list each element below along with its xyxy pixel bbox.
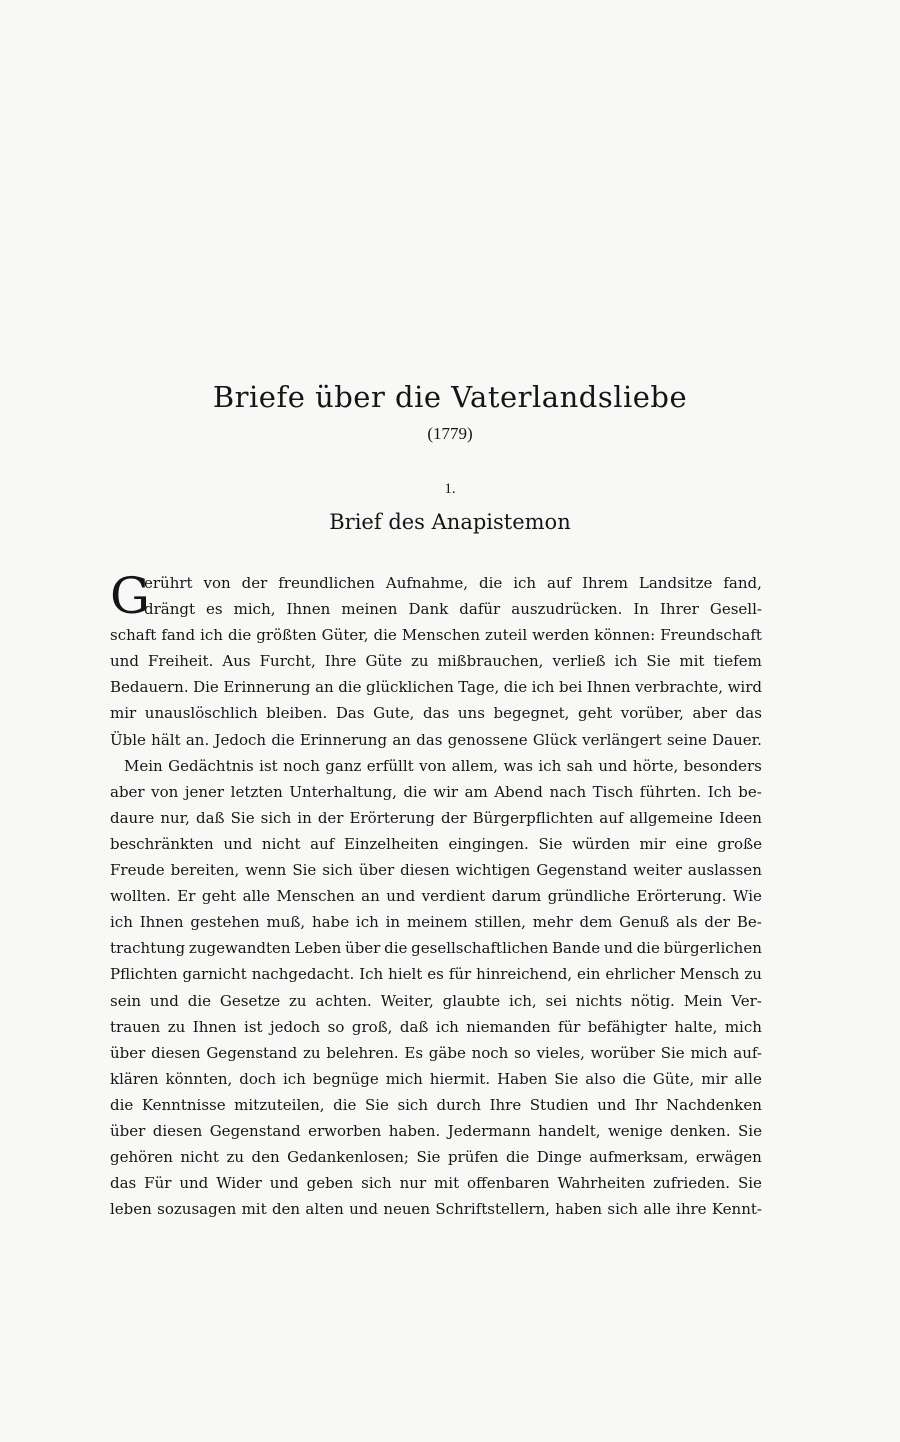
text-line: aber von jener letzten Unterhaltung, die wir am Abend nach Tisch führten. Ich be- — [110, 782, 762, 801]
text-line: mir unauslöschlich bleiben. Das Gute, das uns begegnet, geht vorüber, aber das — [110, 704, 762, 723]
text-line: trachtung zugewandten Leben über die gesellschaftlichen Bande und die bürgerlichen — [110, 939, 762, 958]
body-text — [110, 567, 762, 1222]
text-line: Üble hält an. Jedoch die Erinnerung an das genossene Glück verlängert seine Dauer. — [110, 730, 762, 749]
chapter-title: Briefe über die Vaterlandsliebe — [212, 380, 688, 414]
text-line: drängt es mich, Ihnen meinen Dank dafür auszudrücken. In Ihrer Gesell- — [144, 600, 762, 619]
text-line: das Für und Wider und geben sich nur mit offenbaren Wahrheiten zufrieden. Sie — [110, 1174, 762, 1193]
text-line: sein und die Gesetze zu achten. Weiter, glaubte ich, sei nichts nötig. Mein Ver- — [110, 991, 762, 1010]
chapter-year: (1779) — [427, 424, 473, 443]
text-line: Mein Gedächtnis ist noch ganz erfüllt von allem, was ich sah und hörte, besonders — [124, 756, 762, 775]
text-line: schaft fand ich die größten Güter, die Menschen zuteil werden können: Freundschaft — [110, 626, 762, 645]
text-line: ich Ihnen gestehen muß, habe ich in meinem stillen, mehr dem Genuß als der Be- — [110, 913, 762, 932]
letter-title: Brief des Anapistemon — [329, 510, 571, 534]
text-line: trauen zu Ihnen ist jedoch so groß, daß ich niemanden für befähigter halte, mich — [110, 1017, 762, 1036]
text-line: Pflichten garnicht nachgedacht. Ich hielt es für hinreichend, ein ehrlicher Mensch zu — [110, 965, 762, 984]
text-line: leben sozusagen mit den alten und neuen Schriftstellern, haben sich alle ihre Kennt- — [110, 1200, 762, 1219]
text-line: erührt von der freundlichen Aufnahme, die ich auf Ihrem Landsitze fand, — [144, 574, 762, 592]
text-line: über diesen Gegenstand zu belehren. Es gäbe noch so vieles, worüber Sie mich auf- — [110, 1043, 762, 1062]
text-line: beschränkten und nicht auf Einzelheiten eingingen. Sie würden mir eine große — [110, 834, 762, 853]
text-line: die Kenntnisse mitzuteilen, die Sie sich durch Ihre Studien und Ihr Nachdenken — [110, 1095, 762, 1114]
letter-number: 1. — [444, 481, 456, 497]
text-line: über diesen Gegenstand erworben haben. Jedermann handelt, wenige denken. Sie — [110, 1121, 762, 1140]
text-line: gehören nicht zu den Gedankenlosen; Sie prüfen die Dinge aufmerksam, erwägen — [110, 1148, 762, 1167]
text-line: daure nur, daß Sie sich in der Erörterung der Bürgerpflichten auf allgemeine Ideen — [110, 808, 762, 827]
text-line: und Freiheit. Aus Furcht, Ihre Güte zu mißbrauchen, verließ ich Sie mit tiefem — [110, 652, 762, 671]
text-line: Bedauern. Die Erinnerung an die glücklichen Tage, die ich bei Ihnen verbrachte, wird — [110, 678, 762, 697]
text-line: klären könnten, doch ich begnüge mich hiermit. Haben Sie also die Güte, mir alle — [110, 1069, 762, 1088]
text-line: Freude bereiten, wenn Sie sich über diesen wichtigen Gegenstand weiter auslassen — [110, 861, 762, 880]
text-line: wollten. Er geht alle Menschen an und verdient darum gründliche Erörterung. Wie — [110, 887, 762, 906]
drop-cap: G — [110, 567, 150, 625]
